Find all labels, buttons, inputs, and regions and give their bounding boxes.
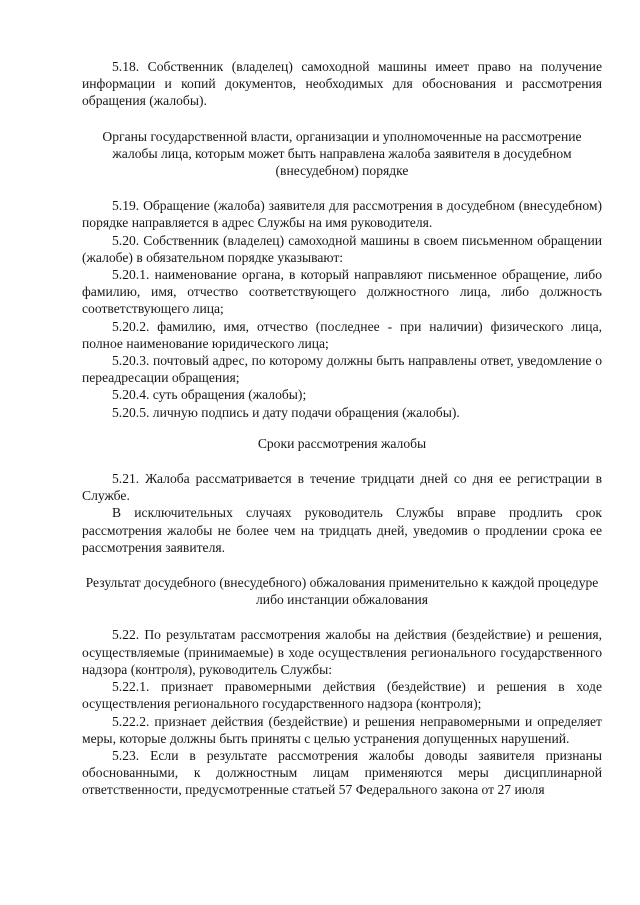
paragraph: 5.23. Если в результате рассмотрения жалобы доводы заявителя признаны обоснованными, к должностным лицам применяются меры дисциплинарной ответственности, предусмотренные статьей 57 Федерального закона от 27 июля [82,747,602,798]
paragraph: 5.22. По результатам рассмотрения жалобы на действия (бездействие) и решения, осуществляемые (принимаемые) в ходе осуществления регионального государственного надзора (контроля), руководитель Службы: [82,627,602,677]
paragraph: 5.20.2. фамилию, имя, отчество (последнее - при наличии) физического лица, полное наименование юридического лица; [82,318,602,351]
spacer [82,110,602,128]
section-heading: Результат досудебного (внесудебного) обжалования применительно к каждой процедуре либо инстанции обжалования [85,575,599,608]
paragraph: В исключительных случаях руководитель Службы вправе продлить срок рассмотрения жалобы не более чем на тридцать дней, уведомив о продлении срока ее рассмотрения заявителя. [82,505,602,555]
paragraph: 5.20.3. почтовый адрес, по которому должны быть направлены ответ, уведомление о переадресации обращения; [82,353,602,386]
paragraph: 5.22.1. признает правомерными действия (бездействие) и решения в ходе осуществления регионального государственного надзора (контроля); [82,679,602,712]
paragraph: 5.20.1. наименование органа, в который направляют письменное обращение, либо фамилию, имя, отчество соответствующего должностного лица, либо должность соответствующего лица; [82,267,602,317]
spacer [82,421,602,435]
spacer [82,608,602,626]
spacer [82,179,602,197]
paragraph: 5.20.4. суть обращения (жалобы); [112,387,307,403]
spacer [82,556,602,574]
spacer [82,452,602,470]
paragraph: 5.20.5. личную подпись и дату подачи обращения (жалобы). [112,404,460,420]
paragraph: 5.20. Собственник (владелец) самоходной машины в своем письменном обращении (жалобе) в обязательном порядке указывают: [82,232,602,265]
section-heading: Сроки рассмотрения жалобы [257,435,427,451]
paragraph: 5.19. Обращение (жалоба) заявителя для рассмотрения в досудебном (внесудебном) порядке направляется в адрес Службы на имя руководителя. [82,198,602,231]
paragraph: 5.21. Жалоба рассматривается в течение тридцати дней со дня ее регистрации в Службе. [82,471,602,504]
section-heading: Органы государственной власти, организации и уполномоченные на рассмотрение жалобы лица, которым может быть направлена жалоба заявителя в досудебном (внесудебном) порядке [102,128,582,179]
document-page [82,58,602,799]
paragraph: 5.22.2. признает действия (бездействие) и решения неправомерными и определяет меры, которые должны быть приняты с целью устранения допущенных нарушений. [82,713,602,746]
paragraph: 5.18. Собственник (владелец) самоходной машины имеет право на получение информации и копий документов, необходимых для обоснования и рассмотрения обращения (жалобы). [82,59,602,109]
